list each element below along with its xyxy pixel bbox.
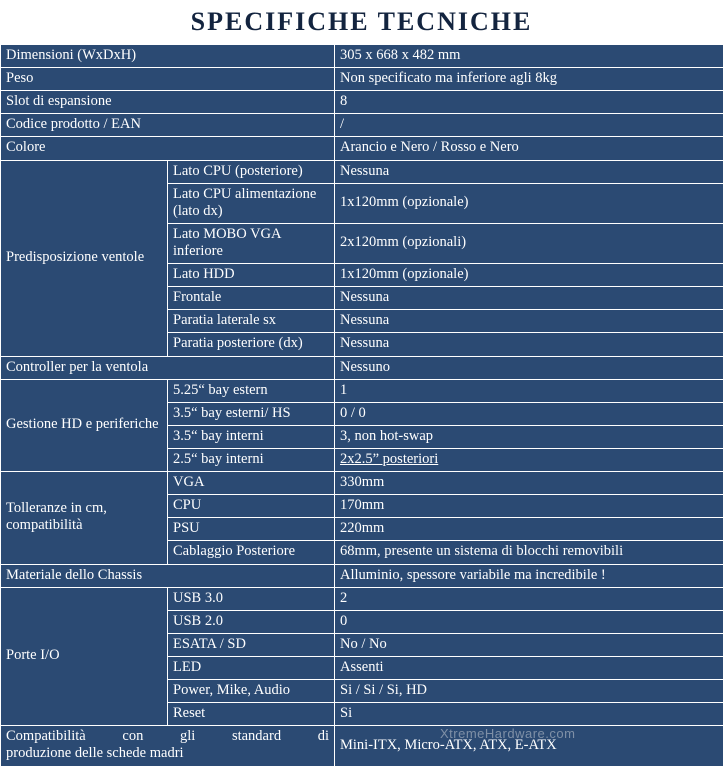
row-label: Codice prodotto / EAN [1,114,335,137]
row-value-compatibilita: Mini-ITX, Micro-ATX, ATX, E-ATX [335,726,723,766]
page-title: SPECIFICHE TECNICHE [191,7,533,37]
sub-value: 2x2.5” posteriori [335,448,723,471]
row-value-controller: Nessuno [335,356,723,379]
sub-label: 5.25“ bay estern [168,379,335,402]
sub-value: 68mm, presente un sistema di blocchi removibili [335,541,723,564]
sub-label: Lato CPU (posteriore) [168,160,335,183]
specifications-table [0,44,723,767]
sub-label: Reset [168,703,335,726]
table-row [1,472,723,495]
sub-label: USB 2.0 [168,610,335,633]
sub-label: Paratia laterale sx [168,310,335,333]
sub-value: 220mm [335,518,723,541]
table-row [1,564,723,587]
row-value: Non specificato ma inferiore agli 8kg [335,68,723,91]
compat-label-line-2: produzione delle schede madri [6,745,329,762]
sub-value: Nessuna [335,310,723,333]
row-value: Arancio e Nero / Rosso e Nero [335,137,723,160]
sub-value: 2x120mm (opzionali) [335,223,723,263]
sub-value: No / No [335,633,723,656]
row-label: Colore [1,137,335,160]
sub-value: Nessuna [335,333,723,356]
group-label-tolleranze: Tolleranze in cm, compatibilità [1,472,168,564]
group-label-ventole: Predisposizione ventole [1,160,168,356]
table-row [1,726,723,766]
sub-value: 1 [335,379,723,402]
sub-value: 3, non hot-swap [335,425,723,448]
row-value: 8 [335,91,723,114]
table-row [1,356,723,379]
table-row [1,160,723,183]
title-bar [0,0,723,44]
row-value-materiale: Alluminio, spessore variabile ma incredibile ! [335,564,723,587]
table-row [1,68,723,91]
group-label-gestione-hd: Gestione HD e periferiche [1,379,168,471]
table-row [1,45,723,68]
row-value: 305 x 668 x 482 mm [335,45,723,68]
sub-value: Si [335,703,723,726]
row-value: / [335,114,723,137]
sub-label: 3.5“ bay interni [168,425,335,448]
sub-value: Assenti [335,656,723,679]
table-row [1,91,723,114]
sub-value: 2 [335,587,723,610]
row-label-materiale: Materiale dello Chassis [1,564,335,587]
sub-label: Paratia posteriore (dx) [168,333,335,356]
sub-value: Si / Si / Si, HD [335,680,723,703]
sub-value: Nessuna [335,287,723,310]
row-label-controller: Controller per la ventola [1,356,335,379]
group-label-porte-io: Porte I/O [1,587,168,726]
table-row [1,114,723,137]
sub-label: LED [168,656,335,679]
sub-value: 170mm [335,495,723,518]
sub-label: Cablaggio Posteriore [168,541,335,564]
sub-label: Lato MOBO VGA inferiore [168,223,335,263]
sub-label: Lato CPU alimentazione (lato dx) [168,183,335,223]
table-row [1,587,723,610]
table-row [1,379,723,402]
sub-value: 0 / 0 [335,402,723,425]
table-row [1,137,723,160]
sub-label: CPU [168,495,335,518]
sub-label: Power, Mike, Audio [168,680,335,703]
row-label: Dimensioni (WxDxH) [1,45,335,68]
sub-label: Lato HDD [168,264,335,287]
sub-value: 330mm [335,472,723,495]
sub-value: 1x120mm (opzionale) [335,264,723,287]
sub-label: Frontale [168,287,335,310]
watermark: XtremeHardware.com [440,726,575,741]
sub-value: Nessuna [335,160,723,183]
row-label: Slot di espansione [1,91,335,114]
sub-label: USB 3.0 [168,587,335,610]
row-label-compatibilita [1,726,335,766]
row-label: Peso [1,68,335,91]
sub-label: ESATA / SD [168,633,335,656]
sub-label: PSU [168,518,335,541]
sub-value: 1x120mm (opzionale) [335,183,723,223]
sub-label: VGA [168,472,335,495]
compat-label-line-1: Compatibilità con gli standard di [6,728,329,745]
sub-label: 3.5“ bay esterni/ HS [168,402,335,425]
sub-value: 0 [335,610,723,633]
sub-label: 2.5“ bay interni [168,448,335,471]
